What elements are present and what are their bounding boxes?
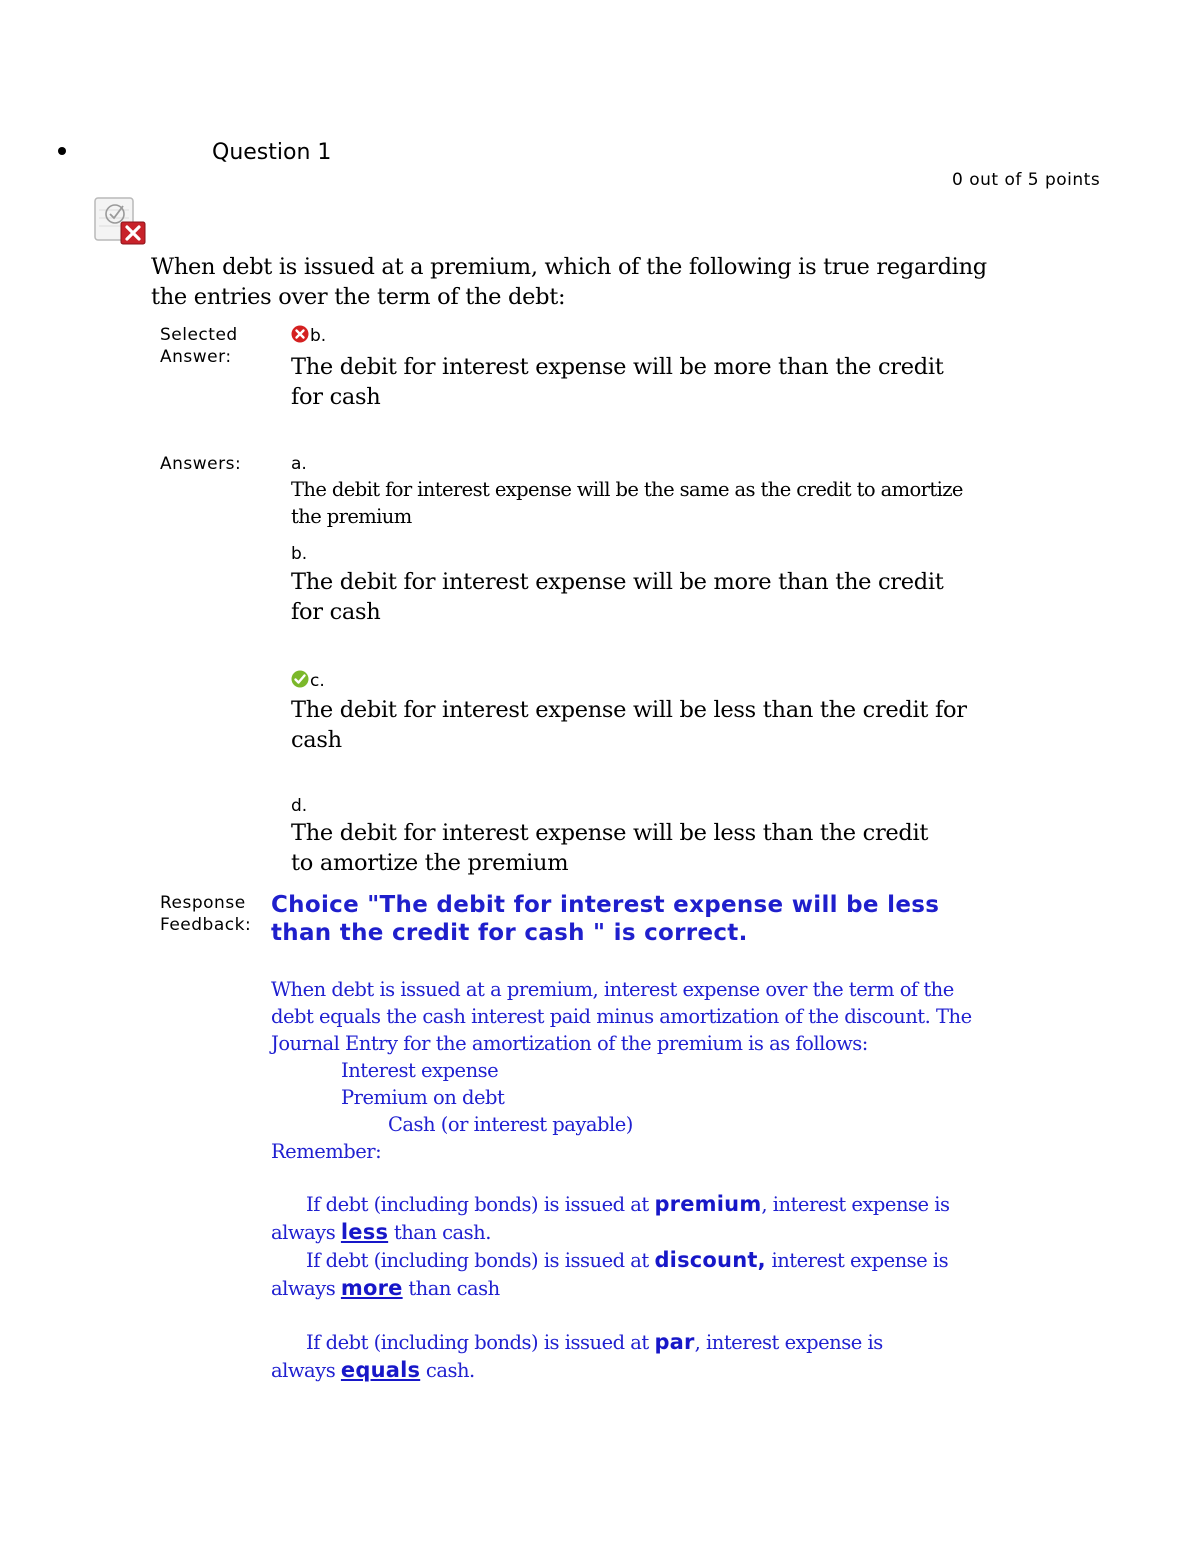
selected-answer-label: Selected Answer:: [160, 325, 238, 367]
feedback-heading: Choice "The debit for interest expense will be less than the credit for cash " is correct.: [271, 892, 940, 946]
rule-discount-line-2: always more than cash: [271, 1276, 500, 1300]
feedback-paragraph: When debt is issued at a premium, interest expense over the term of the debt equals the cash interest paid minus amortization of the discount. The Journal Entry for the amortization of the premium is as follows:: [271, 978, 972, 1055]
journal-entry-line-1: Interest expense: [341, 1059, 499, 1082]
selected-answer-letter: b.: [291, 325, 326, 346]
answer-d-text: The debit for interest expense will be less than the credit to amortize the premium: [291, 820, 929, 876]
answer-a-text: The debit for interest expense will be the same as the credit to amortize the premium: [291, 478, 963, 528]
question-title: Question 1: [212, 140, 332, 165]
answer-d-letter: d.: [291, 796, 308, 816]
rule-premium-line-1: If debt (including bonds) is issued at premium, interest expense is: [306, 1192, 950, 1216]
answer-c-letter: c.: [291, 670, 325, 691]
rule-premium-line-2: always less than cash.: [271, 1220, 491, 1244]
feedback-label: Response Feedback:: [160, 893, 252, 935]
incorrect-question-icon: [94, 196, 148, 246]
rule-par-line-1: If debt (including bonds) is issued at par, interest expense is: [306, 1330, 883, 1354]
answer-a-letter: a.: [291, 454, 307, 474]
answer-b-text: The debit for interest expense will be more than the credit for cash: [291, 569, 944, 625]
incorrect-icon: [291, 325, 309, 343]
rule-par-line-2: always equals cash.: [271, 1358, 475, 1382]
points-score: 0 out of 5 points: [952, 170, 1101, 190]
selected-answer-text: The debit for interest expense will be more than the credit for cash: [291, 354, 944, 410]
answer-b-letter: b.: [291, 544, 308, 564]
question-text: When debt is issued at a premium, which of the following is true regarding the entries over the term of the debt:: [151, 254, 987, 310]
correct-icon: [291, 670, 309, 688]
answers-label: Answers:: [160, 454, 242, 474]
journal-entry-line-2: Premium on debt: [341, 1086, 505, 1109]
bullet-icon: [58, 147, 66, 155]
answer-c-text: The debit for interest expense will be less than the credit for cash: [291, 697, 967, 753]
remember-label: Remember:: [271, 1140, 382, 1163]
journal-entry-line-3: Cash (or interest payable): [388, 1113, 633, 1136]
rule-discount-line-1: If debt (including bonds) is issued at discount, interest expense is: [306, 1248, 949, 1272]
